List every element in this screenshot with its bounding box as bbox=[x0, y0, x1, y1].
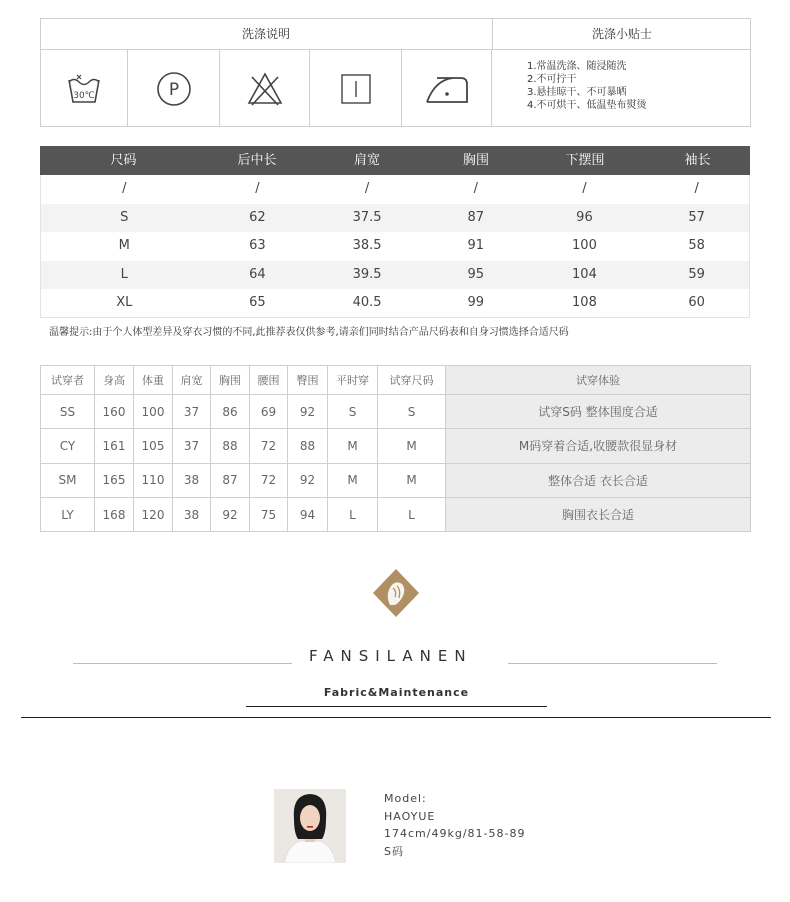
wash-30-icon bbox=[41, 50, 128, 127]
fit-cell: 105 bbox=[134, 429, 173, 463]
wash-title: 洗涤说明 bbox=[241, 27, 290, 41]
fit-header-cell: 平时穿 bbox=[328, 366, 378, 395]
tip-2: 2.不可拧干 bbox=[527, 74, 577, 85]
tip-4: 4.不可烘干、低温垫布熨烫 bbox=[527, 100, 647, 111]
fit-cell: 100 bbox=[134, 395, 173, 429]
fit-row bbox=[41, 463, 751, 497]
fit-header-cell: 腰围 bbox=[250, 366, 288, 395]
fit-experience: 胸围衣长合适 bbox=[446, 497, 751, 531]
fit-row bbox=[41, 497, 751, 531]
fit-cell: 92 bbox=[211, 497, 250, 531]
fit-cell: L bbox=[328, 497, 378, 531]
fit-header-cell: 胸围 bbox=[211, 366, 250, 395]
fit-header-cell: 试穿者 bbox=[41, 366, 95, 395]
fit-cell: 87 bbox=[211, 463, 250, 497]
fit-cell: SM bbox=[41, 463, 95, 497]
fit-header-cell: 臀围 bbox=[288, 366, 328, 395]
size-cell: 95 bbox=[467, 266, 485, 282]
size-cell: 37.5 bbox=[352, 209, 382, 225]
model-info bbox=[384, 790, 525, 860]
size-header-cell: 肩宽 bbox=[353, 153, 380, 168]
fit-cell: M bbox=[328, 463, 378, 497]
size-table-header bbox=[40, 146, 750, 175]
size-cell: 59 bbox=[688, 266, 705, 282]
size-cell: 64 bbox=[249, 266, 266, 282]
fit-cell: 110 bbox=[134, 463, 173, 497]
fit-cell: S bbox=[328, 395, 378, 429]
size-cell: 63 bbox=[249, 238, 266, 254]
size-cell: 38.5 bbox=[352, 238, 382, 254]
fit-cell: M bbox=[378, 463, 446, 497]
section-underline bbox=[246, 706, 547, 707]
fit-cell: 38 bbox=[173, 463, 211, 497]
fit-cell: 160 bbox=[95, 395, 134, 429]
fit-cell: 88 bbox=[211, 429, 250, 463]
fit-cell: 37 bbox=[173, 395, 211, 429]
model-label: Model: bbox=[384, 792, 427, 805]
fit-cell: 94 bbox=[288, 497, 328, 531]
fit-cell: M bbox=[328, 429, 378, 463]
size-cell: / bbox=[582, 181, 587, 196]
size-row bbox=[40, 175, 750, 204]
size-cell: 39.5 bbox=[352, 266, 382, 282]
care-instructions bbox=[40, 18, 751, 127]
model-stats: 174cm/49kg/81-58-89 bbox=[384, 827, 526, 840]
tip-3: 3.悬挂晾干、不可暴晒 bbox=[527, 87, 627, 98]
care-body bbox=[41, 50, 750, 127]
size-table bbox=[40, 146, 750, 318]
fit-cell: SS bbox=[41, 395, 95, 429]
size-cell: / bbox=[473, 181, 478, 196]
care-tips bbox=[492, 50, 751, 127]
size-cell: 108 bbox=[572, 295, 597, 311]
size-cell: / bbox=[694, 181, 699, 196]
fit-experience: 整体合适 衣长合适 bbox=[446, 463, 751, 497]
size-cell: 100 bbox=[572, 238, 597, 254]
fit-cell: M bbox=[378, 429, 446, 463]
size-row bbox=[40, 261, 750, 290]
size-header-cell: 胸围 bbox=[462, 153, 489, 168]
size-cell: 40.5 bbox=[352, 295, 382, 311]
fit-cell: S bbox=[378, 395, 446, 429]
size-row bbox=[40, 289, 750, 318]
size-row bbox=[40, 232, 750, 261]
size-cell: 91 bbox=[467, 238, 485, 254]
fit-cell: 88 bbox=[288, 429, 328, 463]
size-header-cell: 袖长 bbox=[684, 153, 711, 168]
size-header-cell: 尺码 bbox=[110, 153, 137, 168]
fit-experience: M码穿着合适,收腰款很显身材 bbox=[446, 429, 751, 463]
fit-header-row bbox=[41, 366, 751, 395]
size-note: 温馨提示:由于个人体型差异及穿衣习惯的不同,此推荐表仅供参考,请亲们同时结合产品尺码表和自身习惯选择合适尺码 bbox=[49, 327, 569, 338]
size-cell: 87 bbox=[467, 209, 485, 225]
fit-header-cell: 身高 bbox=[95, 366, 134, 395]
fit-cell: 72 bbox=[250, 429, 288, 463]
tips-title: 洗涤小贴士 bbox=[492, 19, 751, 49]
svg-text:30℃: 30℃ bbox=[73, 90, 95, 101]
tip-1: 1.常温洗涤、随浸随洗 bbox=[527, 61, 627, 72]
size-cell: M bbox=[118, 238, 130, 254]
fit-header-cell: 肩宽 bbox=[173, 366, 211, 395]
fit-cell: 86 bbox=[211, 395, 250, 429]
fit-cell: 37 bbox=[173, 429, 211, 463]
size-cell: 65 bbox=[249, 295, 266, 311]
size-row bbox=[40, 204, 750, 233]
care-header bbox=[41, 19, 750, 50]
fit-cell: 165 bbox=[95, 463, 134, 497]
fit-cell: LY bbox=[41, 497, 95, 531]
fit-cell: CY bbox=[41, 429, 95, 463]
brand-divider-left bbox=[73, 663, 292, 664]
fit-cell: 72 bbox=[250, 463, 288, 497]
fit-cell: 69 bbox=[250, 395, 288, 429]
fit-cell: 38 bbox=[173, 497, 211, 531]
size-cell: 57 bbox=[688, 209, 705, 225]
size-cell: 58 bbox=[688, 238, 705, 254]
fit-header-cell: 试穿体验 bbox=[446, 366, 751, 395]
size-cell: 62 bbox=[249, 209, 266, 225]
size-cell: 99 bbox=[467, 295, 485, 311]
size-header-cell: 下摆围 bbox=[565, 153, 605, 168]
fit-cell: 92 bbox=[288, 395, 328, 429]
size-cell: / bbox=[255, 181, 260, 196]
low-iron-icon bbox=[402, 50, 492, 127]
fit-row bbox=[41, 395, 751, 429]
size-cell: 60 bbox=[688, 295, 705, 311]
fit-cell: 92 bbox=[288, 463, 328, 497]
size-cell: S bbox=[120, 209, 129, 225]
size-cell: / bbox=[122, 181, 127, 196]
model-name: HAOYUE bbox=[384, 809, 436, 823]
no-bleach-icon bbox=[220, 50, 310, 127]
brand-name: FANSILANEN bbox=[309, 647, 473, 665]
fit-header-cell: 试穿尺码 bbox=[378, 366, 446, 395]
size-cell: 104 bbox=[572, 266, 597, 282]
size-cell: 96 bbox=[576, 209, 593, 225]
size-header-cell: 后中长 bbox=[237, 153, 277, 168]
page-divider bbox=[21, 717, 771, 718]
brand-divider-right bbox=[508, 663, 717, 664]
dry-clean-p-icon bbox=[128, 50, 220, 127]
fit-cell: 75 bbox=[250, 497, 288, 531]
model-photo bbox=[274, 789, 346, 863]
fit-row bbox=[41, 429, 751, 463]
size-cell: L bbox=[120, 266, 128, 282]
fit-cell: 120 bbox=[134, 497, 173, 531]
model-size: S码 bbox=[384, 844, 404, 858]
fit-experience: 试穿S码 整体围度合适 bbox=[446, 395, 751, 429]
size-cell: / bbox=[364, 181, 370, 196]
line-dry-icon bbox=[310, 50, 402, 127]
fit-cell: L bbox=[378, 497, 446, 531]
fit-table bbox=[40, 365, 751, 532]
size-cell: XL bbox=[116, 295, 133, 311]
fit-cell: 168 bbox=[95, 497, 134, 531]
fit-cell: 161 bbox=[95, 429, 134, 463]
brand-logo-icon bbox=[371, 567, 421, 617]
svg-text:P: P bbox=[168, 79, 179, 100]
section-title: Fabric&Maintenance bbox=[323, 686, 470, 699]
fit-header-cell: 体重 bbox=[134, 366, 173, 395]
